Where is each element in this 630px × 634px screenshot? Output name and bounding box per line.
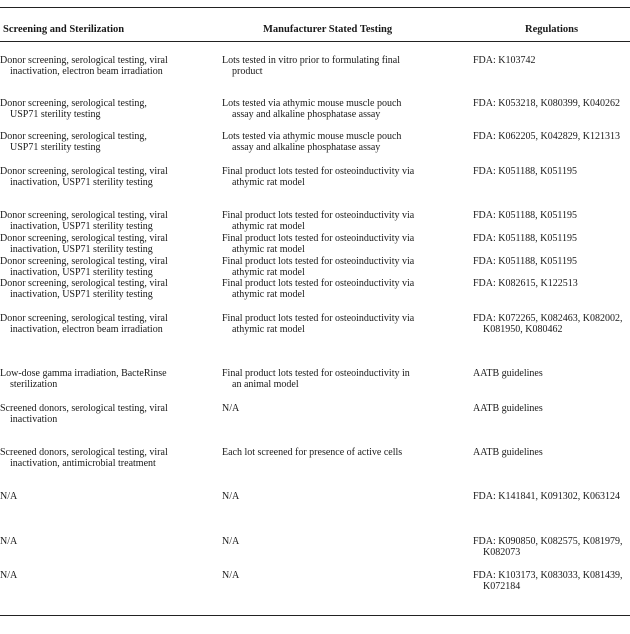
regulations-cell: FDA: K062205, K042829, K121313: [473, 131, 620, 142]
screening-cell: N/A: [0, 491, 18, 502]
regulations-cell: AATB guidelines: [473, 403, 543, 414]
screening-cell: Donor screening, serological testing, viral inactivation, USP71 sterility testing: [0, 210, 168, 232]
testing-cell: Final product lots tested for osteoinductivity via athymic rat model: [222, 278, 415, 300]
top-rule: [0, 7, 630, 8]
screening-cell: Low-dose gamma irradiation, BacteRinse sterilization: [0, 368, 167, 390]
regulations-cell: FDA: K053218, K080399, K040262: [473, 98, 620, 109]
regulations-cell: FDA: K103742: [473, 55, 536, 66]
testing-cell: Lots tested via athymic mouse muscle pouch assay and alkaline phosphatase assay: [222, 131, 402, 153]
screening-cell: Donor screening, serological testing, viral inactivation, USP71 sterility testing: [0, 233, 168, 255]
testing-cell: Final product lots tested for osteoinductivity via athymic rat model: [222, 233, 415, 255]
screening-cell: Donor screening, serological testing, USP71 sterility testing: [0, 131, 147, 153]
testing-cell: Final product lots tested for osteoinductivity via athymic rat model: [222, 256, 415, 278]
regulations-cell: FDA: K051188, K051195: [473, 210, 577, 221]
regulations-cell: AATB guidelines: [473, 368, 543, 379]
header-screening: Screening and Sterilization: [3, 24, 125, 35]
testing-cell: N/A: [222, 403, 240, 414]
screening-cell: Donor screening, serological testing, viral inactivation, USP71 sterility testing: [0, 256, 168, 278]
testing-cell: N/A: [222, 570, 240, 581]
screening-cell: Donor screening, serological testing, viral inactivation, electron beam irradiation: [0, 55, 168, 77]
screening-cell: Donor screening, serological testing, viral inactivation, USP71 sterility testing: [0, 166, 168, 188]
header-rule: [0, 41, 630, 42]
testing-cell: Lots tested in vitro prior to formulating final product: [222, 55, 401, 77]
regulations-cell: FDA: K103173, K083033, K081439, K072184: [473, 570, 623, 592]
testing-cell: N/A: [222, 491, 240, 502]
regulations-cell: FDA: K072265, K082463, K082002, K081950, K080462: [473, 313, 623, 335]
testing-cell: Lots tested via athymic mouse muscle pouch assay and alkaline phosphatase assay: [222, 98, 402, 120]
testing-cell: Final product lots tested for osteoinductivity via athymic rat model: [222, 166, 415, 188]
screening-cell: N/A: [0, 570, 18, 581]
screening-cell: Screened donors, serological testing, viral inactivation, antimicrobial treatment: [0, 447, 168, 469]
screening-cell: Donor screening, serological testing, viral inactivation, electron beam irradiation: [0, 313, 168, 335]
testing-cell: N/A: [222, 536, 240, 547]
regulations-cell: FDA: K082615, K122513: [473, 278, 578, 289]
regulations-cell: FDA: K051188, K051195: [473, 166, 577, 177]
regulations-cell: FDA: K090850, K082575, K081979, K082073: [473, 536, 623, 558]
header-regulations: Regulations: [525, 24, 579, 35]
testing-cell: Final product lots tested for osteoinductivity via athymic rat model: [222, 313, 415, 335]
screening-cell: Donor screening, serological testing, USP71 sterility testing: [0, 98, 147, 120]
screening-cell: Donor screening, serological testing, viral inactivation, USP71 sterility testing: [0, 278, 168, 300]
testing-cell: Final product lots tested for osteoinductivity via athymic rat model: [222, 210, 415, 232]
testing-cell: Final product lots tested for osteoinductivity in an animal model: [222, 368, 410, 390]
regulations-cell: AATB guidelines: [473, 447, 543, 458]
regulations-cell: FDA: K141841, K091302, K063124: [473, 491, 620, 502]
testing-cell: Each lot screened for presence of active cells: [222, 447, 403, 458]
screening-cell: Screened donors, serological testing, viral inactivation: [0, 403, 168, 425]
regulations-cell: FDA: K051188, K051195: [473, 233, 577, 244]
regulations-cell: FDA: K051188, K051195: [473, 256, 577, 267]
header-testing: Manufacturer Stated Testing: [263, 24, 393, 35]
screening-cell: N/A: [0, 536, 18, 547]
bottom-rule: [0, 615, 630, 616]
